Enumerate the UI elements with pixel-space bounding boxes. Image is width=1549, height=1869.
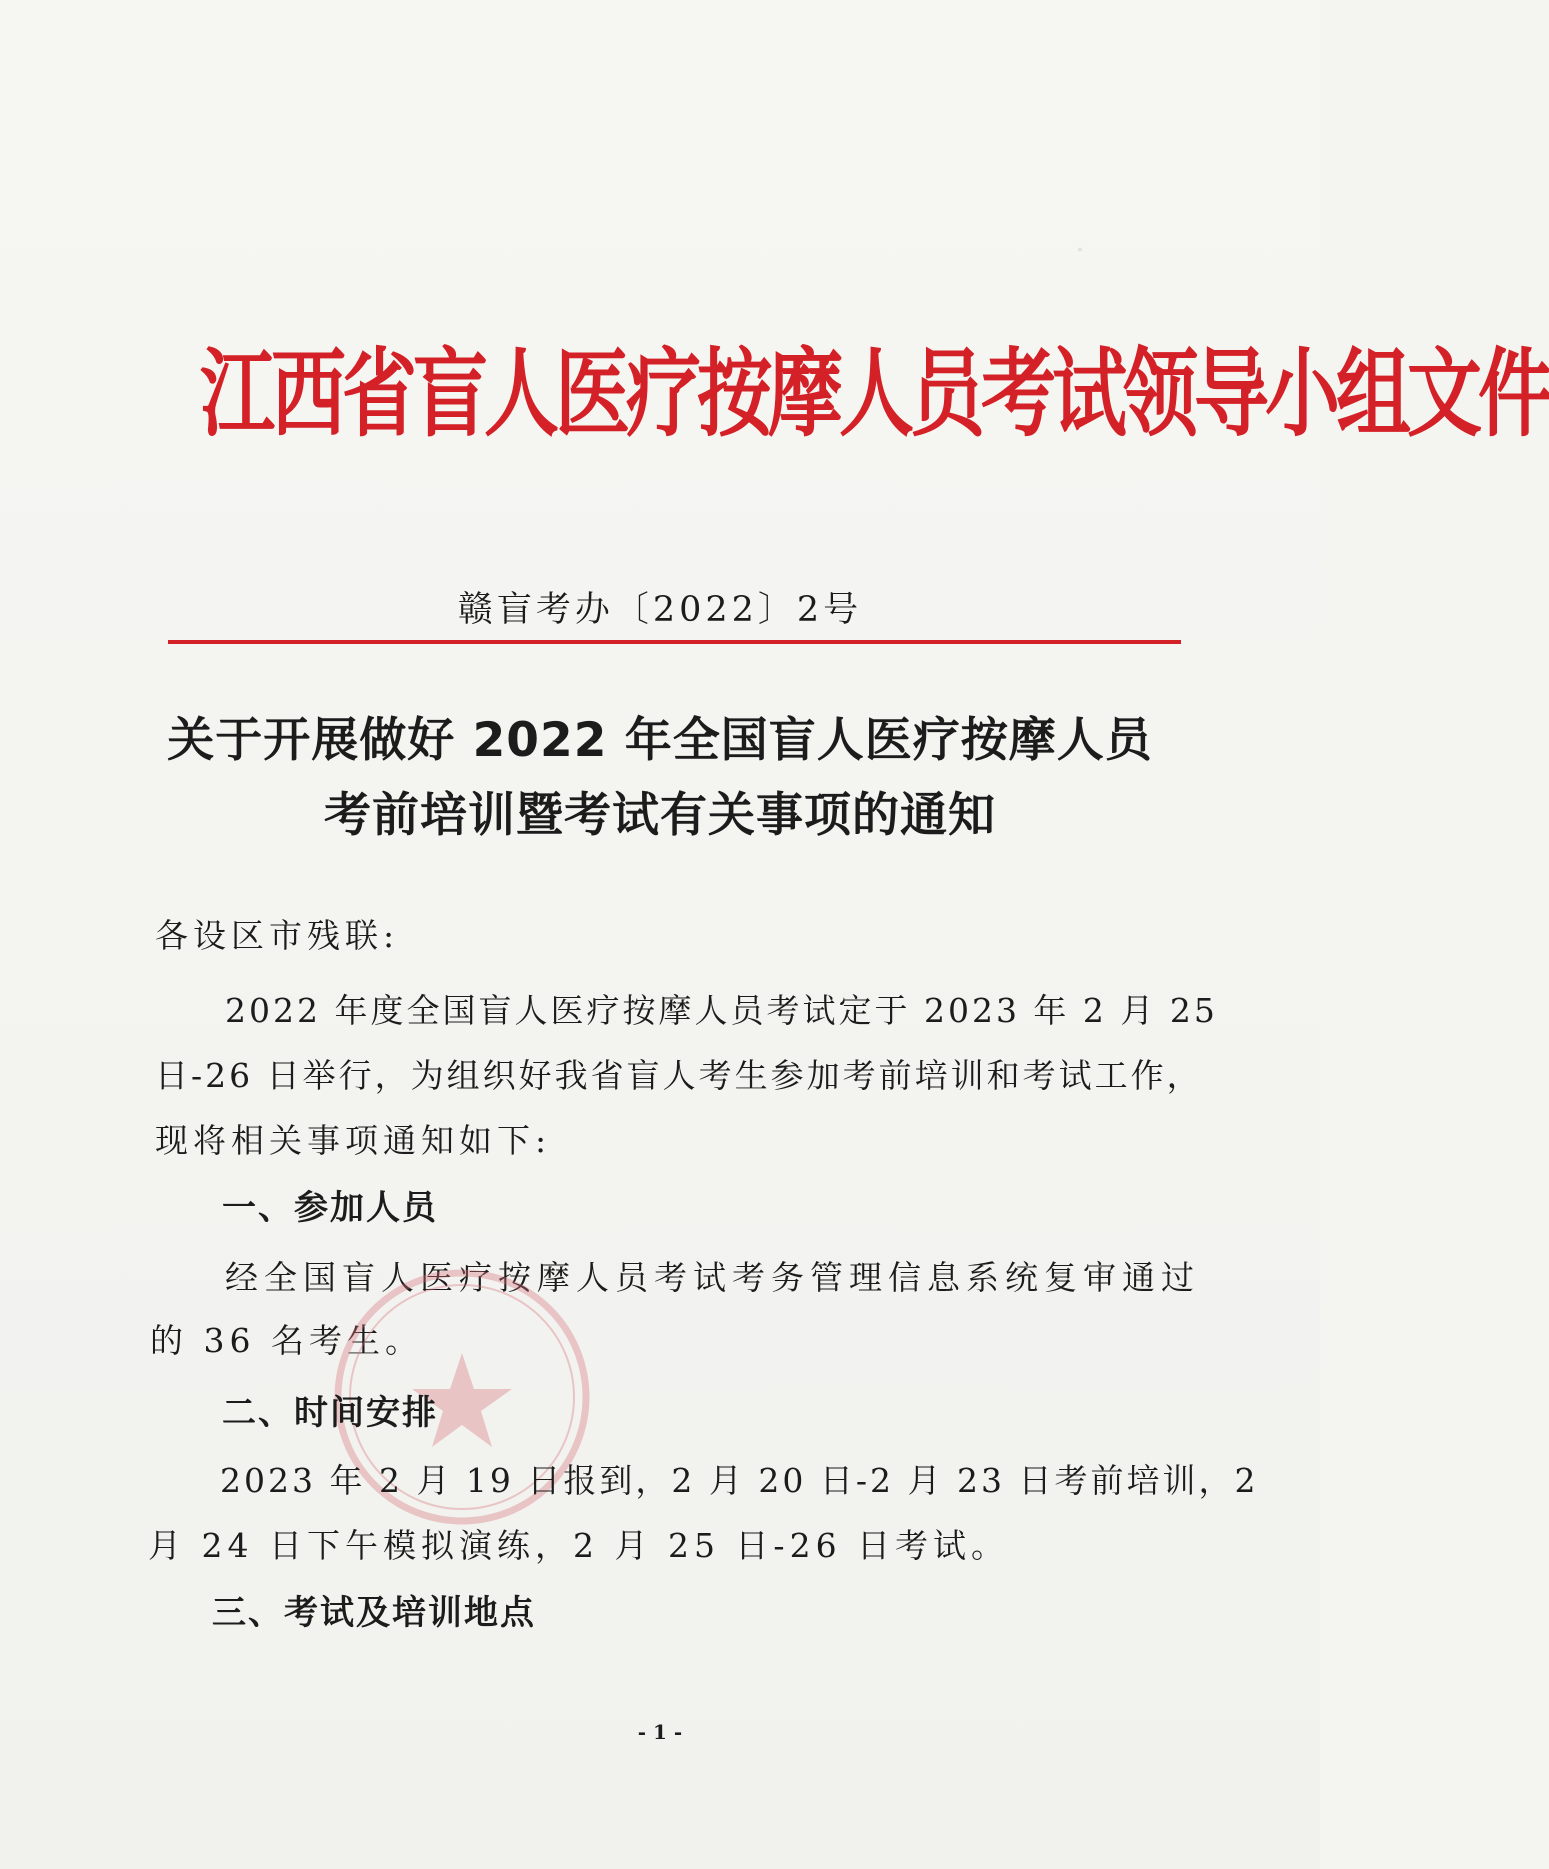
intro-line-1: 2022 年度全国盲人医疗按摩人员考试定于 2023 年 2 月 25 (225, 991, 1218, 1030)
intro-line-2: 日-26 日举行，为组织好我省盲人考生参加考前培训和考试工作， (155, 1056, 1203, 1095)
section-2-line-2: 月 24 日下午模拟演练，2 月 25 日-26 日考试。 (148, 1526, 1010, 1565)
show-through-text: · (1075, 232, 1089, 268)
salutation: 各设区市残联: (155, 916, 400, 955)
org-header-title: 江西省盲人医疗按摩人员考试领导小组文件 (200, 337, 1549, 450)
intro-line-3: 现将相关事项通知如下: (155, 1121, 552, 1160)
notice-title-line-1: 关于开展做好 2022 年全国盲人医疗按摩人员 (167, 713, 1153, 768)
notice-title-line-2: 考前培训暨考试有关事项的通知 (324, 788, 996, 843)
section-2-line-1: 2023 年 2 月 19 日报到，2 月 20 日-2 月 23 日考前培训，2 (220, 1461, 1259, 1500)
section-3-heading: 三、考试及培训地点 (212, 1593, 536, 1633)
section-1-line-2: 的 36 名考生。 (150, 1321, 423, 1360)
document-number: 赣盲考办〔2022〕2号 (457, 590, 863, 630)
page-number: - 1 - (637, 1720, 683, 1744)
section-2-heading: 二、时间安排 (222, 1393, 438, 1433)
section-1-heading: 一、参加人员 (222, 1188, 438, 1228)
section-1-line-1: 经全国盲人医疗按摩人员考试考务管理信息系统复审通过 (225, 1258, 1200, 1297)
red-divider-line (168, 640, 1181, 644)
